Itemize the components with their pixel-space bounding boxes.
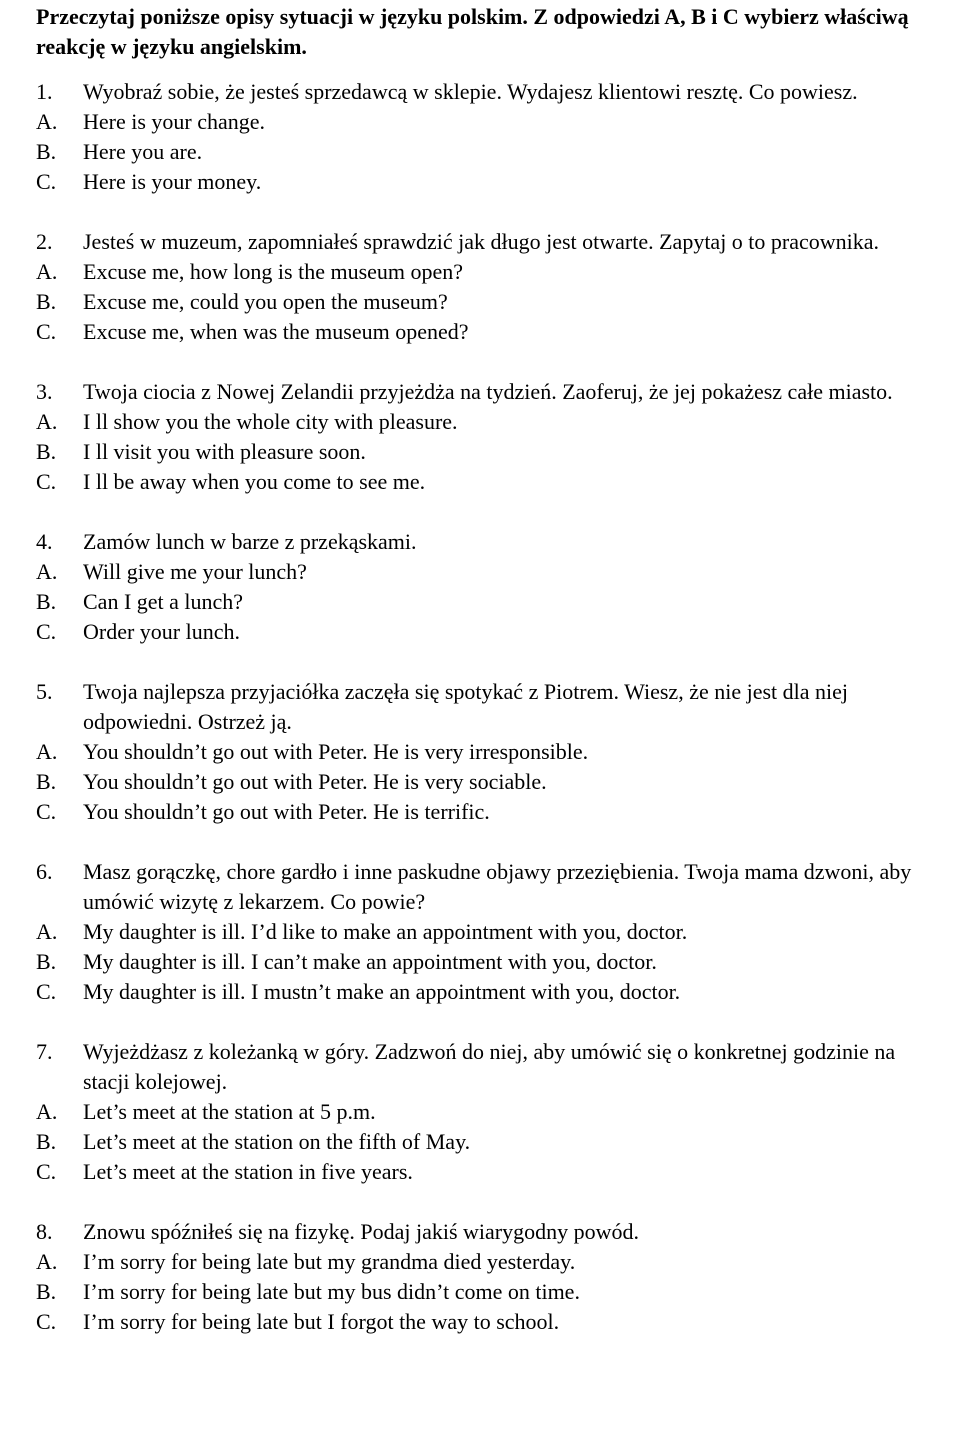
answer-option [36,1127,936,1157]
answer-option [36,977,936,1007]
question-1 [36,77,936,197]
answer-option [36,257,936,287]
option-text: I ll be away when you come to see me. [83,469,426,494]
question-8 [36,1217,936,1337]
question-prompt: Masz gorączkę, chore gardło i inne paskudne objawy przeziębienia. Twoja mama dzwoni, aby umówić wizytę z lekarzem. Co powie? [83,859,912,914]
answer-option [36,737,936,767]
answer-option [36,107,936,137]
option-letter: C. [36,469,57,494]
instructions: Przeczytaj poniższe opisy sytuacji w języku polskim. Z odpowiedzi A, B i C wybierz właściwą reakcję w języku angielskim. [36,4,909,59]
question-number: 3. [36,379,53,404]
option-letter: B. [36,439,57,464]
question-5 [36,677,936,827]
answer-option [36,137,936,167]
option-text: Here you are. [83,139,203,164]
answer-option [36,1157,936,1187]
option-text: I’m sorry for being late but I forgot the way to school. [83,1309,560,1334]
option-text: Order your lunch. [83,619,241,644]
option-text: I’m sorry for being late but my bus didn’t come on time. [83,1279,580,1304]
answer-option [36,317,936,347]
answer-option [36,407,936,437]
option-text: My daughter is ill. I’d like to make an appointment with you, doctor. [83,919,688,944]
answer-option [36,437,936,467]
option-letter: C. [36,1309,57,1334]
question-number: 6. [36,859,53,884]
answer-option [36,287,936,317]
answer-option [36,1097,936,1127]
option-text: Let’s meet at the station on the fifth of May. [83,1129,471,1154]
answer-option [36,557,936,587]
option-letter: B. [36,289,57,314]
question-7 [36,1037,936,1187]
option-letter: A. [36,259,58,284]
answer-option [36,1277,936,1307]
question-number: 5. [36,679,53,704]
question-prompt: Zamów lunch w barze z przekąskami. [83,529,417,554]
option-text: I ll visit you with pleasure soon. [83,439,366,464]
answer-option [36,1307,936,1337]
option-letter: C. [36,979,57,1004]
option-letter: A. [36,109,58,134]
option-letter: C. [36,169,57,194]
question-prompt-row [36,677,936,737]
option-text: Excuse me, when was the museum opened? [83,319,469,344]
option-letter: B. [36,589,57,614]
answer-option [36,797,936,827]
option-letter: C. [36,799,57,824]
option-letter: B. [36,139,57,164]
question-prompt: Jesteś w muzeum, zapomniałeś sprawdzić jak długo jest otwarte. Zapytaj o to pracownika. [83,229,880,254]
question-prompt: Znowu spóźniłeś się na fizykę. Podaj jakiś wiarygodny powód. [83,1219,640,1244]
question-prompt: Twoja najlepsza przyjaciółka zaczęła się spotykać z Piotrem. Wiesz, że nie jest dla niej odpowiedni. Ostrzeż ją. [83,679,849,734]
question-prompt: Twoja ciocia z Nowej Zelandii przyjeżdża na tydzień. Zaoferuj, że jej pokażesz całe miasto. [83,379,893,404]
question-number: 7. [36,1039,53,1064]
option-letter: A. [36,409,58,434]
option-letter: C. [36,1159,57,1184]
option-text: You shouldn’t go out with Peter. He is terrific. [83,799,490,824]
option-text: My daughter is ill. I mustn’t make an appointment with you, doctor. [83,979,681,1004]
answer-option [36,467,936,497]
question-prompt-row [36,1037,936,1097]
option-letter: B. [36,949,57,974]
question-number: 8. [36,1219,53,1244]
answer-option [36,917,936,947]
answer-option [36,167,936,197]
option-text: My daughter is ill. I can’t make an appointment with you, doctor. [83,949,657,974]
answer-option [36,1247,936,1277]
question-prompt-row [36,77,936,107]
option-text: Will give me your lunch? [83,559,307,584]
option-letter: A. [36,1249,58,1274]
option-text: You shouldn’t go out with Peter. He is very sociable. [83,769,547,794]
question-prompt-row [36,527,936,557]
option-letter: A. [36,739,58,764]
option-text: Here is your money. [83,169,262,194]
question-prompt-row [36,857,936,917]
option-text: Let’s meet at the station at 5 p.m. [83,1099,376,1124]
question-prompt: Wyobraź sobie, że jesteś sprzedawcą w sklepie. Wydajesz klientowi resztę. Co powiesz. [83,79,858,104]
question-prompt-row [36,377,936,407]
question-2 [36,227,936,347]
option-letter: B. [36,769,57,794]
option-text: Let’s meet at the station in five years. [83,1159,413,1184]
option-text: I’m sorry for being late but my grandma died yesterday. [83,1249,576,1274]
question-prompt-row [36,1217,936,1247]
question-list [36,77,936,1337]
option-letter: A. [36,1099,58,1124]
option-text: Here is your change. [83,109,266,134]
option-text: Excuse me, could you open the museum? [83,289,448,314]
question-prompt: Wyjeżdżasz z koleżanką w góry. Zadzwoń do niej, aby umówić się o konkretnej godzinie na stacji kolejowej. [83,1039,896,1094]
option-letter: A. [36,559,58,584]
question-6 [36,857,936,1007]
option-letter: B. [36,1129,57,1154]
option-letter: C. [36,319,57,344]
option-letter: B. [36,1279,57,1304]
option-letter: A. [36,919,58,944]
option-text: You shouldn’t go out with Peter. He is very irresponsible. [83,739,589,764]
answer-option [36,587,936,617]
question-number: 4. [36,529,53,554]
question-4 [36,527,936,647]
question-number: 2. [36,229,53,254]
question-prompt-row [36,227,936,257]
option-letter: C. [36,619,57,644]
question-3 [36,377,936,497]
answer-option [36,947,936,977]
option-text: I ll show you the whole city with pleasure. [83,409,458,434]
option-text: Excuse me, how long is the museum open? [83,259,464,284]
answer-option [36,767,936,797]
option-text: Can I get a lunch? [83,589,244,614]
question-number: 1. [36,79,53,104]
answer-option [36,617,936,647]
